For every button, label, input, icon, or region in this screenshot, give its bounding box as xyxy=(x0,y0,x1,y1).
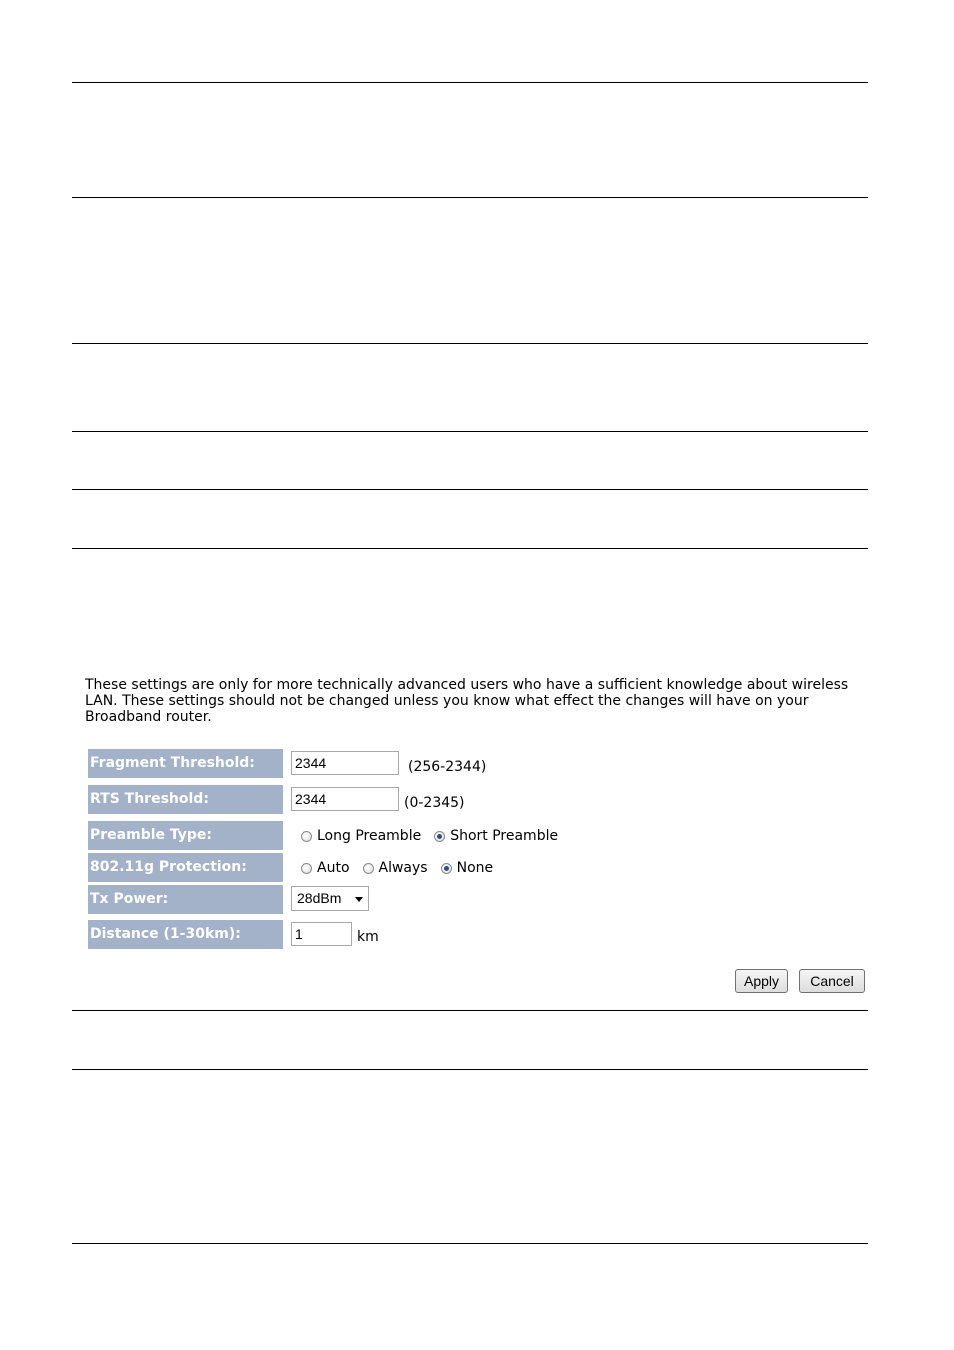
protection-label: 802.11g Protection: xyxy=(88,853,283,882)
preamble-type-radio-group xyxy=(301,826,571,846)
chevron-down-icon xyxy=(355,897,363,902)
protection-always-label: Always xyxy=(378,860,428,876)
rts-threshold-range: (0-2345) xyxy=(404,795,465,811)
divider-3 xyxy=(72,343,868,344)
cancel-button[interactable]: Cancel xyxy=(799,969,865,993)
protection-none-option[interactable] xyxy=(441,860,494,876)
protection-auto-option[interactable] xyxy=(301,860,350,876)
divider-8 xyxy=(72,1069,868,1070)
preamble-short-option[interactable] xyxy=(434,828,558,844)
rts-threshold-label: RTS Threshold: xyxy=(88,785,283,814)
preamble-type-label: Preamble Type: xyxy=(88,821,283,850)
divider-6 xyxy=(72,548,868,549)
divider-2 xyxy=(72,197,868,198)
distance-input[interactable]: 1 xyxy=(291,922,352,946)
protection-always-option[interactable] xyxy=(363,860,428,876)
protection-none-label: None xyxy=(456,860,494,876)
preamble-long-label: Long Preamble xyxy=(317,828,422,844)
protection-auto-radio[interactable] xyxy=(301,863,312,874)
tx-power-label: Tx Power: xyxy=(88,885,283,914)
preamble-long-radio[interactable] xyxy=(301,831,312,842)
protection-none-radio[interactable] xyxy=(441,863,452,874)
divider-1 xyxy=(72,82,868,83)
tx-power-value: 28dBm xyxy=(297,890,342,906)
intro-text: These settings are only for more technically advanced users who have a sufficient knowledge about wireless LAN. These settings should not be changed unless you know what effect the changes will have on your Broadband router. xyxy=(85,677,849,725)
divider-9 xyxy=(72,1243,868,1244)
tx-power-select[interactable] xyxy=(291,886,369,911)
preamble-long-option[interactable] xyxy=(301,828,421,844)
divider-7 xyxy=(72,1010,868,1011)
fragment-threshold-range: (256-2344) xyxy=(408,759,487,775)
protection-radio-group xyxy=(301,858,506,878)
apply-button[interactable]: Apply xyxy=(735,969,788,993)
rts-threshold-input[interactable]: 2344 xyxy=(291,787,399,811)
distance-unit: km xyxy=(357,929,379,945)
distance-label: Distance (1-30km): xyxy=(88,920,283,949)
protection-always-radio[interactable] xyxy=(363,863,374,874)
preamble-short-radio[interactable] xyxy=(434,831,445,842)
fragment-threshold-label: Fragment Threshold: xyxy=(88,749,283,778)
protection-auto-label: Auto xyxy=(317,860,350,876)
fragment-threshold-input[interactable]: 2344 xyxy=(291,751,399,775)
divider-5 xyxy=(72,489,868,490)
divider-4 xyxy=(72,431,868,432)
preamble-short-label: Short Preamble xyxy=(450,828,559,844)
